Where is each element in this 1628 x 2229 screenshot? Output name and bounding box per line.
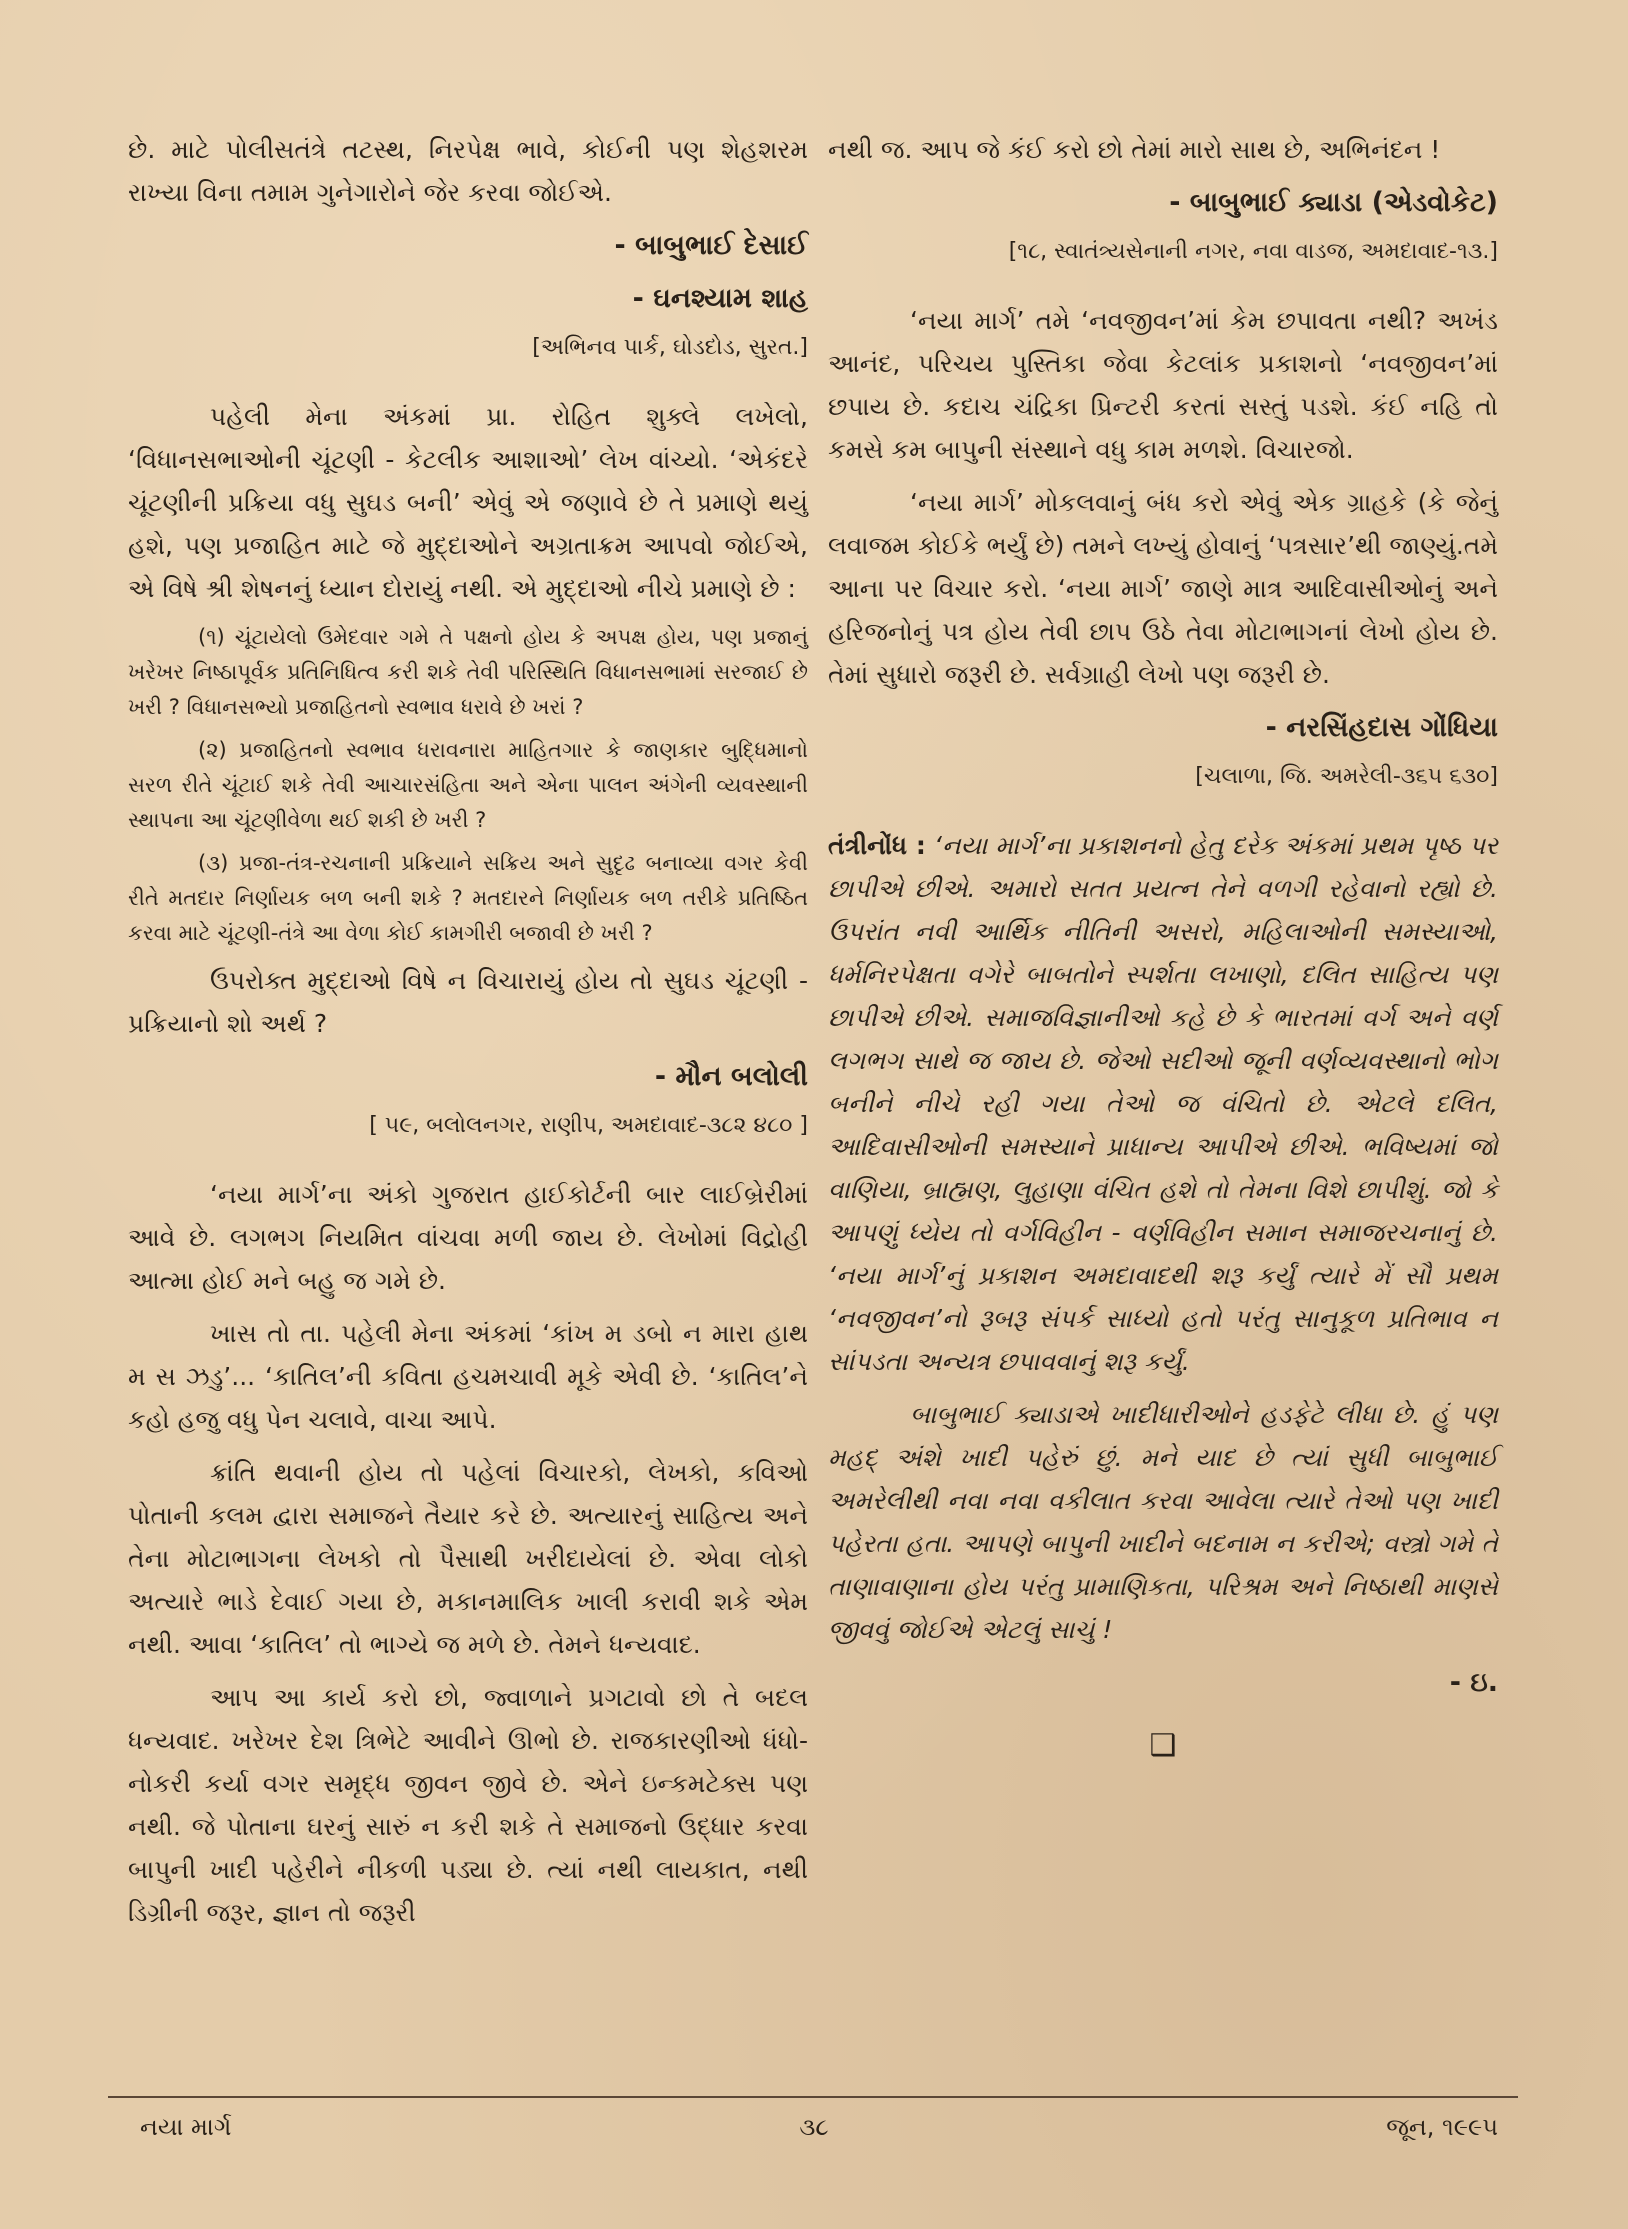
editor-signature: - ઇ. (1449, 1667, 1498, 1698)
letter-election-intro: પહેલી મેના અંકમાં પ્રા. રોહિત શુક્લે લખેલો, ‘વિધાનસભાઓની ચૂંટણી - કેટલીક આશાઓ’ લેખ વાંચ્યો. ‘એકંદરે ચૂંટણીની પ્રક્રિયા વધુ સુઘડ બની’ એવું એ જણાવે છે તે પ્રમાણે થયું હશે, પણ પ્રજાહિત માટે જે મુદ્દાઓને અગ્રતાક્રમ આપવો જોઈએ, એ વિષે શ્રી શેષનનું ધ્યાન દોરાયું નથી. એ મુદ્દાઓ નીચે પ્રમાણે છે : (128, 402, 808, 603)
letter-subscriber-note: ‘નયા માર્ગ’ મોકલવાનું બંધ કરો એવું એક ગ્રાહકે (કે જેનું લવાજમ કોઈકે ભર્યું છે) તમને લખ્યું હોવાનું ‘પત્રસાર’થી જાણ્યું.તમે આના પર વિચાર કરો. ‘નયા માર્ગ’ જાણે માત્ર આદિવાસીઓનું અને હરિજનોનું પત્ર હોય તેવી છાપ ઉઠે તેવા મોટાભાગનાં લેખો હોય છે. તેમાં સુધારો જરૂરી છે. સર્વગ્રાહી લેખો પણ જરૂરી છે. (828, 488, 1498, 689)
page-number: ૩૮ (799, 2113, 829, 2141)
point-three: (૩) પ્રજા-તંત્ર-રચનાની પ્રક્રિયાને સક્રિય અને સુદૃઢ બનાવ્યા વગર કેવી રીતે મતદાર નિર્ણાયક બળ બની શકે ? મતદારને નિર્ણાયક બળ તરીકે પ્રતિષ્ઠિત કરવા માટે ચૂંટણી-તંત્રે આ વેળા કોઈ કામગીરી બજાવી છે ખરી ? (128, 851, 808, 945)
editor-note-label: તંત્રીનોંધ : (828, 831, 926, 860)
letter-continuation: છે. માટે પોલીસતંત્રે તટસ્થ, નિરપેક્ષ ભાવે, કોઈની પણ શેહશરમ રાખ્યા વિના તમામ ગુનેગારોને જેર કરવા જોઈએ. (128, 135, 808, 207)
end-of-text-mark: ❑ (1149, 1728, 1177, 1763)
footer-magazine-name: નયા માર્ગ (140, 2113, 232, 2141)
point-one: (૧) ચૂંટાયેલો ઉમેદવાર ગમે તે પક્ષનો હોય કે અપક્ષ હોય, પણ પ્રજાનું ખરેખર નિષ્ઠાપૂર્વક પ્રતિનિધિત્વ કરી શકે તેવી પરિસ્થિતિ વિધાનસભામાં સરજાઈ છે ખરી ? વિધાનસભ્યો પ્રજાહિતનો સ્વભાવ ધરાવે છે ખરાં ? (128, 625, 808, 719)
letter-continuation-right: નથી જ. આપ જે કંઈ કરો છો તેમાં મારો સાથ છે, અભિનંદન ! (828, 135, 1441, 164)
editor-note-text: ‘નયા માર્ગ’ના પ્રકાશનનો હેતુ દરેક અંકમાં પ્રથમ પૃષ્ઠ પર છાપીએ છીએ. અમારો સતત પ્રયત્ન તેને વળગી રહેવાનો રહ્યો છે. ઉપરાંત નવી આર્થિક નીતિની અસરો, મહિલાઓની સમસ્યાઓ, ધર્મનિરપેક્ષતા વગેરે બાબતોને સ્પર્શતા લખાણો, દલિત સાહિત્ય પણ છાપીએ છીએ. સમાજવિજ્ઞાનીઓ કહે છે કે ભારતમાં વર્ગ અને વર્ણ લગભગ સાથે જ જાય છે. જેઓ સદીઓ જૂની વર્ણવ્યવસ્થાનો ભોગ બનીને નીચે રહી ગયા તેઓ જ વંચિતો છે. એટલે દલિત, આદિવાસીઓની સમસ્યાને પ્રાધાન્ય આપીએ છીએ. ભવિષ્યમાં જો વાણિયા, બ્રાહ્મણ, લુહાણા વંચિત હશે તો તેમના વિશે છાપીશું. જો કે આપણું ધ્યેય તો વર્ગવિહીન - વર્ણવિહીન સમાન સમાજરચનાનું છે. ‘નયા માર્ગ’નું પ્રકાશન અમદાવાદથી શરૂ કર્યું ત્યારે મેં સૌ પ્રથમ ‘નવજીવન’નો રૂબરૂ સંપર્ક સાધ્યો હતો પરંતુ સાનુકૂળ પ્રતિભાવ ન સાંપડતા અન્યત્ર છપાવવાનું શરૂ કર્યું. (828, 831, 1498, 1376)
signature-maun-baloli: - મૌન બલોલી (654, 1061, 808, 1092)
letter-revolution: ક્રાંતિ થવાની હોય તો પહેલાં વિચારકો, લેખકો, કવિઓ પોતાની કલમ દ્વારા સમાજને તૈયાર કરે છે. અત્યારનું સાહિત્ય અને તેના મોટાભાગના લેખકો તો પૈસાથી ખરીદાયેલાં છે. એવા લોકો અત્યારે ભાડે દેવાઈ ગયા છે, મકાનમાલિક ખાલી કરાવી શકે એમ નથી. આવા ‘કાતિલ’ તો ભાગ્યે જ મળે છે. તેમને ધન્યવાદ. (128, 1458, 808, 1659)
signature-babubhai-desai: - બાબુભાઈ દેસાઈ (614, 230, 808, 261)
address-chalala: [ચલાળા, જિ. અમરેલી-૩૬૫ ૬૩૦] (1195, 764, 1498, 789)
footer-issue-date: જૂન, ૧૯૯૫ (1386, 2113, 1498, 2141)
address-vadaj: [૧૮, સ્વાતંત્ર્યસેનાની નગર, નવા વાડજ, અમદાવાદ-૧૩.] (1008, 239, 1498, 264)
editor-note (828, 824, 1498, 1383)
letter-navjivan-printing: ‘નયા માર્ગ’ તમે ‘નવજીવન’માં કેમ છપાવતા નથી? અખંડ આનંદ, પરિચય પુસ્તિકા જેવા કેટલાંક પ્રકાશનો ‘નવજીવન’માં છપાય છે. કદાચ ચંદ્રિકા પ્રિન્ટરી કરતાં સસ્તું પડશે. કંઈ નહિ તો કમસે કમ બાપુની સંસ્થાને વધુ કામ મળશે. વિચારજો. (828, 306, 1498, 464)
letter-highcourt-library: ‘નયા માર્ગ’ના અંકો ગુજરાત હાઈકોર્ટની બાર લાઈબ્રેરીમાં આવે છે. લગભગ નિયમિત વાંચવા મળી જાય છે. લેખોમાં વિદ્રોહી આત્મા હોઈ મને બહુ જ ગમે છે. (128, 1180, 808, 1295)
letter-katil-poem: ખાસ તો તા. પહેલી મેના અંકમાં ‘કાંખ મ ડબો ન મારા હાથ મ સ ઝડુ’... ‘કાતિલ’ની કવિતા હચમચાવી મૂકે એવી છે. ‘કાતિલ’ને કહો હજુ વધુ પેન ચલાવે, વાચા આપે. (128, 1319, 808, 1434)
letter-election-conclusion: ઉપરોક્ત મુદ્દાઓ વિષે ન વિચારાયું હોય તો સુઘડ ચૂંટણી - પ્રક્રિયાનો શો અર્થ ? (128, 966, 808, 1038)
editor-note-khadi: બાબુભાઈ ક્યાડાએ ખાદીધારીઓને હડફેટે લીધા છે. હું પણ મહદ્ અંશે ખાદી પહેરું છું. મને યાદ છે ત્યાં સુધી બાબુભાઈ અમરેલીથી નવા નવા વકીલાત કરવા આવેલા ત્યારે તેઓ પણ ખાદી પહેરતા હતા. આપણે બાપુની ખાદીને બદનામ ન કરીએ; વસ્ત્રો ગમે તે તાણાવાણાના હોય પરંતુ પ્રામાણિકતા, પરિશ્રમ અને નિષ્ઠાથી માણસે જીવવું જોઈએ એટલું સાચું ! (828, 1400, 1498, 1644)
left-column (128, 128, 808, 1944)
signature-narsinhdas-gondhiya: - નરસિંહદાસ ગોંધિયા (1265, 712, 1498, 743)
address-surat: [અભિનવ પાર્ક, ઘોડદોડ, સુરત.] (532, 335, 808, 360)
footer-rule (108, 2096, 1518, 2098)
letter-politicians: આપ આ કાર્ય કરો છો, જ્વાળાને પ્રગટાવો છો તે બદલ ધન્યવાદ. ખરેખર દેશ ત્રિભેટે આવીને ઊભો છે. રાજકારણીઓ ધંધો-નોકરી કર્યા વગર સમૃદ્ધ જીવન જીવે છે. એને ઇન્કમટેક્સ પણ નથી. જે પોતાના ઘરનું સારું ન કરી શકે તે સમાજનો ઉદ્ધાર કરવા બાપુની ખાદી પહેરીને નીકળી પડ્યા છે. ત્યાં નથી લાયકાત, નથી ડિગ્રીની જરૂર, જ્ઞાન તો જરૂરી (128, 1683, 808, 1927)
signature-ghanshyam-shah: - ઘનશ્યામ શાહ (632, 283, 808, 314)
point-two: (૨) પ્રજાહિતનો સ્વભાવ ધરાવનારા માહિતગાર કે જાણકાર બુદ્ધિમાનો સરળ રીતે ચૂંટાઈ શકે તેવી આચારસંહિતા અને એના પાલન અંગેની વ્યવસ્થાની સ્થાપના આ ચૂંટણીવેળા થઈ શકી છે ખરી ? (128, 738, 808, 832)
address-ranip: [ ૫૯, બલોલનગર, રાણીપ, અમદાવાદ-૩૮૨ ૪૮૦ ] (369, 1113, 808, 1138)
signature-babubhai-kyada: - બાબુભાઈ ક્યાડા (એડવોકેટ) (1169, 187, 1498, 218)
right-column (828, 128, 1498, 1767)
